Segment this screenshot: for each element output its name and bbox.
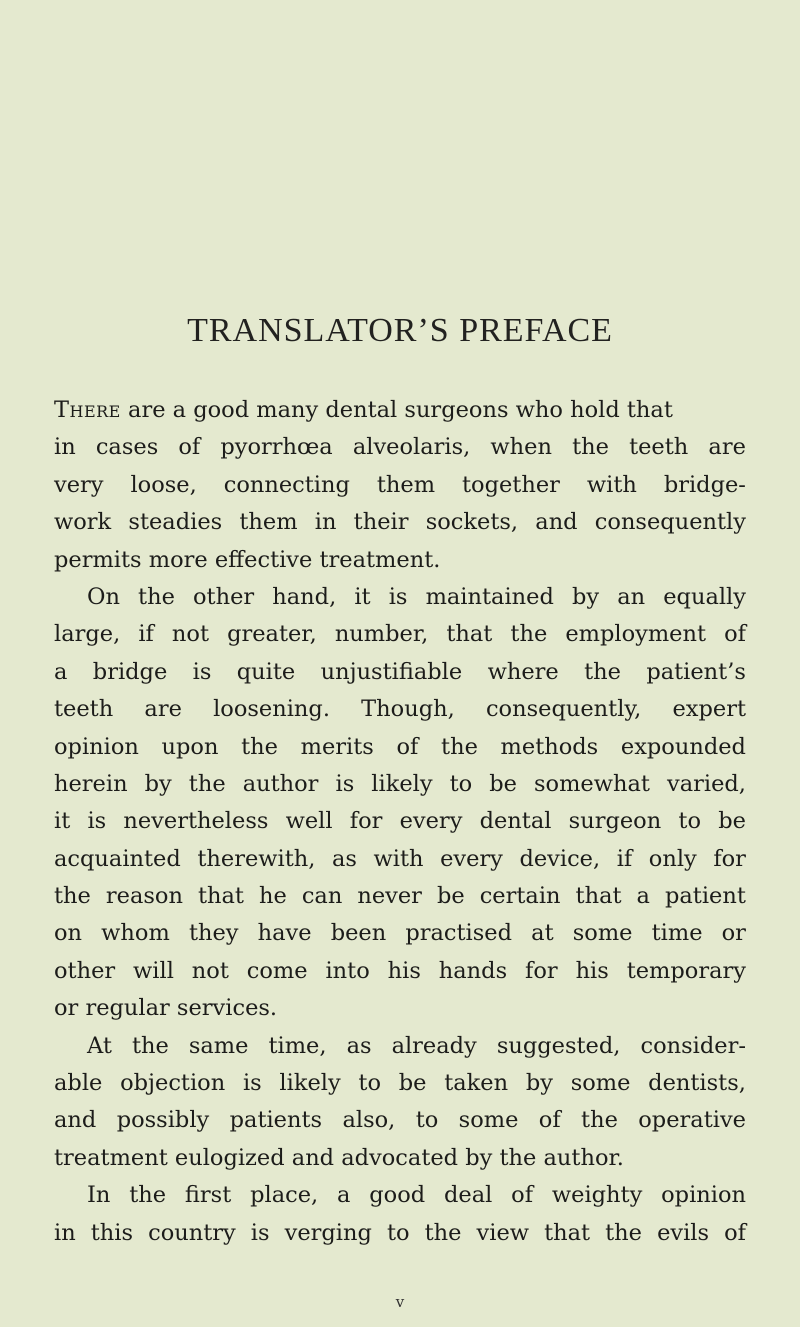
text-line: In the first place, a good deal of weighty opinion <box>87 1182 746 1209</box>
text-line: large, if not greater, number, that the employment of <box>54 621 746 648</box>
drop-word: There <box>54 397 121 423</box>
text-line: teeth are loosening. Though, consequently, expert <box>54 696 746 723</box>
text-line: treatment eulogized and advocated by the author. <box>54 1144 624 1171</box>
line-rest: are a good many dental surgeons who hold that <box>120 397 673 423</box>
text-line <box>54 392 746 429</box>
text-line: a bridge is quite unjustifiable where the patient’s <box>54 658 746 685</box>
text-line: it is nevertheless well for every dental surgeon to be <box>54 808 746 835</box>
text-line: the reason that he can never be certain that a patient <box>54 883 746 910</box>
text-line: and possibly patients also, to some of the operative <box>54 1107 746 1134</box>
text-line: On the other hand, it is maintained by an equally <box>87 583 746 610</box>
text-line: other will not come into his hands for his temporary <box>54 957 746 984</box>
preface-body <box>54 392 746 1252</box>
text-line: able objection is likely to be taken by some dentists, <box>54 1070 746 1097</box>
text-line: permits more effective treatment. <box>54 546 441 573</box>
text-line: in this country is verging to the view that the evils of <box>54 1219 746 1246</box>
text-line: work steadies them in their sockets, and consequently <box>54 509 746 536</box>
text-line: opinion upon the merits of the methods expounded <box>54 733 746 760</box>
text-line: herein by the author is likely to be somewhat varied, <box>54 770 746 797</box>
page-number: v <box>395 1293 405 1311</box>
page-title: TRANSLATOR’S PREFACE <box>187 312 613 349</box>
text-line: in cases of pyorrhœa alveolaris, when the teeth are <box>54 434 746 461</box>
text-line: acquainted therewith, as with every device, if only for <box>54 845 746 872</box>
text-line: very loose, connecting them together with bridge- <box>54 471 746 498</box>
text-line: or regular services. <box>54 995 278 1022</box>
text-line: At the same time, as already suggested, consider- <box>87 1032 746 1059</box>
text-line: on whom they have been practised at some time or <box>54 920 746 947</box>
